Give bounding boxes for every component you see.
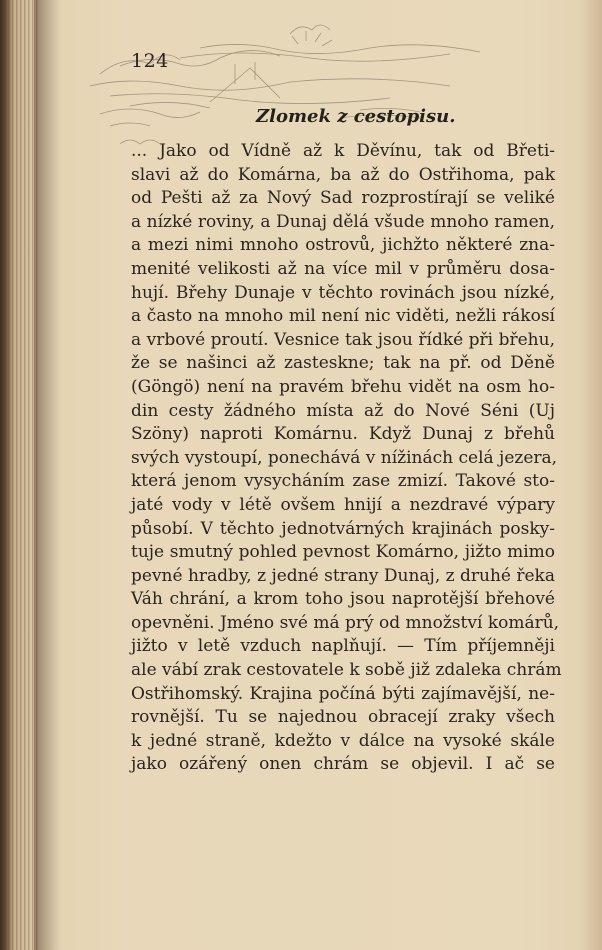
text-line: ... Jako od Vídně až k Děvínu, tak od Břeti- [131,141,555,161]
body-text [131,140,562,777]
text-line: působí. V těchto jednotvárných krajinách posky- [131,518,555,539]
text-line: Szöny) naproti Komárnu. Když Dunaj z břehů [131,424,555,445]
text-line: jižto v letě vzduch naplňují. — Tím příjemněji [131,636,555,657]
text-line: která jenom vysycháním zase zmizí. Takové sto- [131,471,555,492]
text-line: k jedné straně, kdežto v dálce na vysoké skále [131,730,555,751]
text-line: a často na mnoho mil není nic viděti, nežli rákosí [131,306,555,327]
text-line: a mezi nimi mnoho ostrovů, jichžto některé zna- [131,235,555,256]
page-number: 124 [131,50,169,72]
text-line: rovnější. Tu se najednou obracejí zraky všech [131,707,555,728]
text-line: jako ozářený onen chrám se objevil. I ač se [131,754,555,775]
text-line: tuje smutný pohled pevnost Komárno, jižto mimo [131,542,555,563]
text-line: din cesty žádného místa až do Nové Séni (Uj [131,400,555,421]
text-line: a vrbové proutí. Vesnice tak jsou řídké při břehu, [131,329,555,350]
text-line: pevné hradby, z jedné strany Dunaj, z druhé řeka [131,565,555,586]
text-line: menité velikosti až na více mil v průměru dosa- [131,258,555,279]
text-line: Váh chrání, a krom toho jsou naprotější břehové [131,589,555,610]
text-line: a nízké roviny, a Dunaj dělá všude mnoho ramen, [131,211,555,232]
gutter-shadow [34,0,60,950]
text-line: opevněni. Jméno své má prý od množství komárů, [131,612,560,633]
text-line: že se našinci až zasteskne; tak na př. od Děně [131,353,555,374]
text-line: Ostřihomský. Krajina počíná býti zajímavější, ne- [131,683,555,704]
text-line: (Göngö) není na pravém břehu vidět na osm ho- [131,376,555,397]
text-line: od Pešti až za Nový Sad rozprostírají se veliké [131,188,555,209]
text-line: jaté vody v létě ovšem hnijí a nezdravé výpary [131,494,555,515]
text-line: ale vábí zrak cestovatele k sobě již zdaleka chrám [131,660,562,681]
text-line: slavi až do Komárna, ba až do Ostřihoma, pak [131,164,555,185]
text-line: hují. Břehy Dunaje v těchto rovinách jsou nízké, [131,282,555,303]
section-title: Zlomek z cestopisu. [256,106,456,127]
text-line: svých vystoupí, ponechává v nížinách celá jezera, [131,447,558,468]
